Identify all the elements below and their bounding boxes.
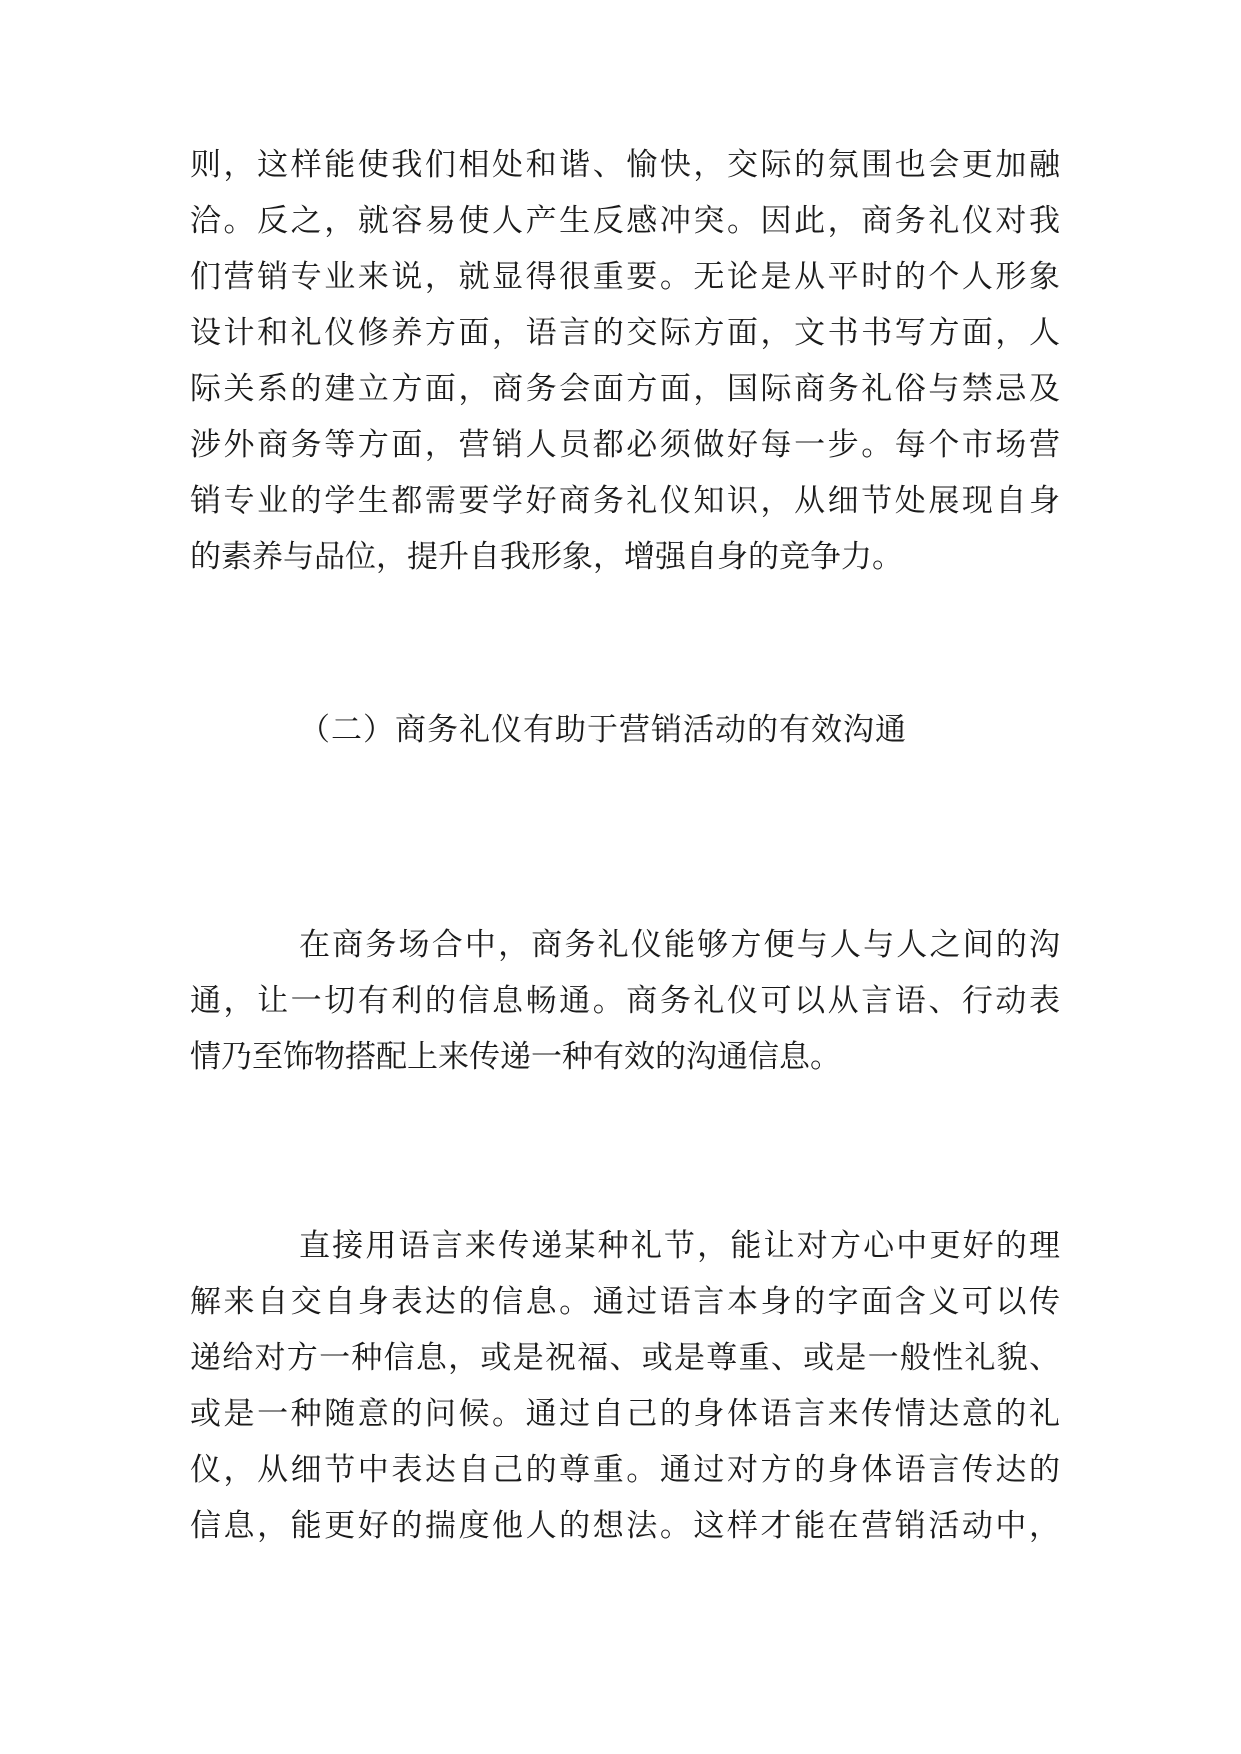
- paragraph-line: 递给对方一种信息，或是祝福、或是尊重、或是一般性礼貌、: [190, 1340, 1060, 1376]
- paragraph-line: 的素养与品位，提升自我形象，增强自身的竞争力。: [190, 539, 903, 575]
- section-heading: （二）商务礼仪有助于营销活动的有效沟通: [299, 712, 907, 748]
- paragraph-line: 销专业的学生都需要学好商务礼仪知识，从细节处展现自身: [190, 483, 1060, 519]
- paragraph-line: 在商务场合中，商务礼仪能够方便与人与人之间的沟: [299, 927, 1060, 963]
- paragraph-line: 际关系的建立方面，商务会面方面，国际商务礼俗与禁忌及: [190, 371, 1060, 407]
- paragraph-line: 仪，从细节中表达自己的尊重。通过对方的身体语言传达的: [190, 1452, 1060, 1488]
- paragraph-line: 情乃至饰物搭配上来传递一种有效的沟通信息。: [190, 1039, 841, 1075]
- paragraph-line: 涉外商务等方面，营销人员都必须做好每一步。每个市场营: [190, 427, 1060, 463]
- paragraph-line: 则，这样能使我们相处和谐、愉快，交际的氛围也会更加融: [190, 147, 1060, 183]
- paragraph-line: 设计和礼仪修养方面，语言的交际方面，文书书写方面，人: [190, 315, 1060, 351]
- paragraph-line: 通，让一切有利的信息畅通。商务礼仪可以从言语、行动表: [190, 983, 1060, 1019]
- paragraph-line: 直接用语言来传递某种礼节，能让对方心中更好的理: [299, 1228, 1060, 1264]
- paragraph-line: 信息，能更好的揣度他人的想法。这样才能在营销活动中，: [190, 1508, 1060, 1544]
- paragraph-line: 洽。反之，就容易使人产生反感冲突。因此，商务礼仪对我: [190, 203, 1060, 239]
- paragraph-line: 们营销专业来说，就显得很重要。无论是从平时的个人形象: [190, 259, 1060, 295]
- paragraph-line: 或是一种随意的问候。通过自己的身体语言来传情达意的礼: [190, 1396, 1060, 1432]
- paragraph-line: 解来自交自身表达的信息。通过语言本身的字面含义可以传: [190, 1284, 1060, 1320]
